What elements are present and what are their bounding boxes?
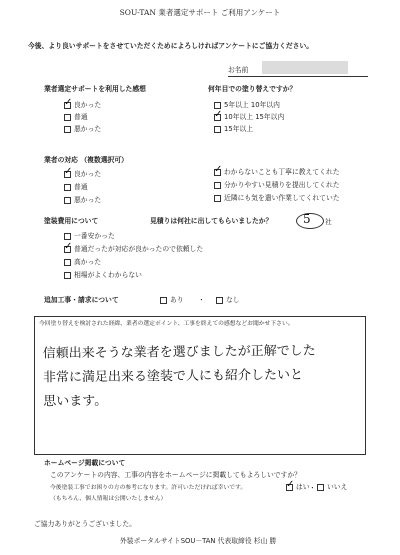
comments-box[interactable] xyxy=(34,316,366,455)
q1-checkbox-normal[interactable] xyxy=(64,114,71,121)
q2-checkbox-5-10[interactable] xyxy=(214,102,221,109)
q1-checkbox-bad[interactable] xyxy=(64,126,71,133)
handwritten-line-1: 信頼出来そうな業者を選びましたが正解でした xyxy=(42,343,316,362)
intro-text: 今後、より良いサポートをさせていただくためによろしければアンケートにご協力ください。 xyxy=(28,42,314,50)
q6-unit: 社 xyxy=(325,218,332,226)
q1-option-bad[interactable]: 悪かった xyxy=(64,123,101,135)
homepage-checkbox-no[interactable] xyxy=(317,484,324,491)
q7-checkbox-no[interactable] xyxy=(216,297,223,304)
checkmark-icon: ✓ xyxy=(286,479,295,490)
q5-checkbox-expensive[interactable] xyxy=(64,259,71,266)
handwritten-line-2: 非常に満足出来る塗装で人にも紹介したいと xyxy=(42,367,304,386)
q1-title: 業者選定サポートを利用した感想 xyxy=(44,85,146,93)
q5-option-expensive[interactable]: 高かった xyxy=(64,256,203,269)
q2-checkbox-10-15[interactable] xyxy=(214,108,223,121)
q1-checkbox-good[interactable] xyxy=(64,96,73,109)
q1-option-normal[interactable]: 普通 xyxy=(64,111,101,123)
q3-checkbox-bad[interactable] xyxy=(64,197,71,204)
q5-checkbox-cheapest[interactable] xyxy=(64,233,71,240)
homepage-separator: ・ xyxy=(309,484,316,492)
q1-options xyxy=(64,96,102,135)
q4-options xyxy=(214,166,340,205)
homepage-checkbox-yes[interactable] xyxy=(286,479,295,491)
checkmark-icon: ✓ xyxy=(64,166,73,177)
handwritten-line-3: 思います。 xyxy=(43,393,108,410)
comments-prompt: 今回塗り替えを検討された経緯、業者の選定ポイント、工事を終えての感想などお聞かせ下さい。 xyxy=(39,321,294,327)
survey-title: SOU-TAN 業者選定サポート ご利用アンケート xyxy=(119,8,281,17)
q7-option-yes[interactable]: あり xyxy=(160,296,184,305)
homepage-option-no[interactable]: いいえ xyxy=(317,483,347,492)
homepage-privacy: （もちろん、個人情報は公開いたしません） xyxy=(50,496,167,502)
q2-option-10-15[interactable]: ✓ 10年以上 15年以内 xyxy=(214,108,285,121)
q3-checkbox-good[interactable] xyxy=(64,166,73,178)
checkmark-icon: ✓ xyxy=(64,241,73,252)
homepage-option-yes[interactable]: ✓ はい xyxy=(286,479,310,491)
q3-title: 業者の対応 （複数選択可） xyxy=(44,156,128,164)
q4-checkbox-explained[interactable] xyxy=(214,164,223,176)
q7-title: 追加工事・請求について xyxy=(44,296,119,304)
q5-title: 塗装費用について xyxy=(44,217,99,225)
q5-option-normal-good-service[interactable]: ✓ 普通だったが対応が良かったので依頼した xyxy=(64,241,204,253)
q5-options xyxy=(64,230,203,282)
q7-option-no[interactable]: なし xyxy=(216,296,240,305)
q6-answer[interactable]: 5 xyxy=(303,212,311,226)
q2-option-5-10[interactable]: 5年以上 10年以内 xyxy=(214,99,284,111)
q2-checkbox-15plus[interactable] xyxy=(214,126,221,133)
checkmark-icon: ✓ xyxy=(214,164,223,175)
q5-checkbox-normal-good-service[interactable] xyxy=(64,241,73,253)
q4-option-estimate[interactable]: 分かりやすい見積りを提出してくれた xyxy=(214,179,340,192)
q3-options xyxy=(64,168,101,207)
q2-title: 何年目での塗り替えですか？ xyxy=(208,85,297,93)
q5-option-unknown[interactable]: 相場がよくわからない xyxy=(64,269,203,282)
homepage-question: このアンケートの内容、工事の内容をホームページに掲載してもよろしいですか？ xyxy=(50,471,301,479)
signature: 外装ポータルサイトSOU－TAN 代表取締役 杉山 勝 xyxy=(120,537,277,545)
q6-title: 見積りは何社に出してもらいましたか？ xyxy=(150,217,273,225)
name-redaction xyxy=(262,61,348,74)
q3-option-normal[interactable]: 普通 xyxy=(64,181,101,194)
homepage-note: 今後塗装工事でお困りの方の参考になります。許可いただければ幸いです。 xyxy=(50,485,247,491)
q3-option-good[interactable]: ✓ 良かった xyxy=(64,166,102,178)
checkmark-icon: ✓ xyxy=(64,96,73,108)
q2-option-15plus[interactable]: 15年以上 xyxy=(214,123,284,135)
name-label: お名前 xyxy=(228,66,249,74)
q2-options xyxy=(214,99,284,135)
q4-option-neighbors[interactable]: 近隣にも気を遣い作業してくれていた xyxy=(214,192,340,205)
homepage-title: ホームページ掲載について xyxy=(44,459,126,467)
q4-option-explained[interactable]: ✓ わからないことも丁寧に教えてくれた xyxy=(214,164,340,176)
q3-checkbox-normal[interactable] xyxy=(64,184,71,191)
q1-option-good[interactable]: ✓ 良かった xyxy=(64,96,102,109)
q4-checkbox-estimate[interactable] xyxy=(214,182,221,189)
comments-handwriting xyxy=(43,340,317,415)
checkmark-icon: ✓ xyxy=(214,108,223,120)
q4-checkbox-neighbors[interactable] xyxy=(214,195,221,202)
q3-option-bad[interactable]: 悪かった xyxy=(64,194,101,207)
q7-separator: ・ xyxy=(198,296,205,304)
q7-checkbox-yes[interactable] xyxy=(160,297,167,304)
name-underline xyxy=(228,76,368,77)
thanks-text: ご協力ありがとうございました。 xyxy=(34,520,136,528)
q5-option-cheapest[interactable]: 一番安かった xyxy=(64,230,203,243)
q5-checkbox-unknown[interactable] xyxy=(64,272,71,279)
